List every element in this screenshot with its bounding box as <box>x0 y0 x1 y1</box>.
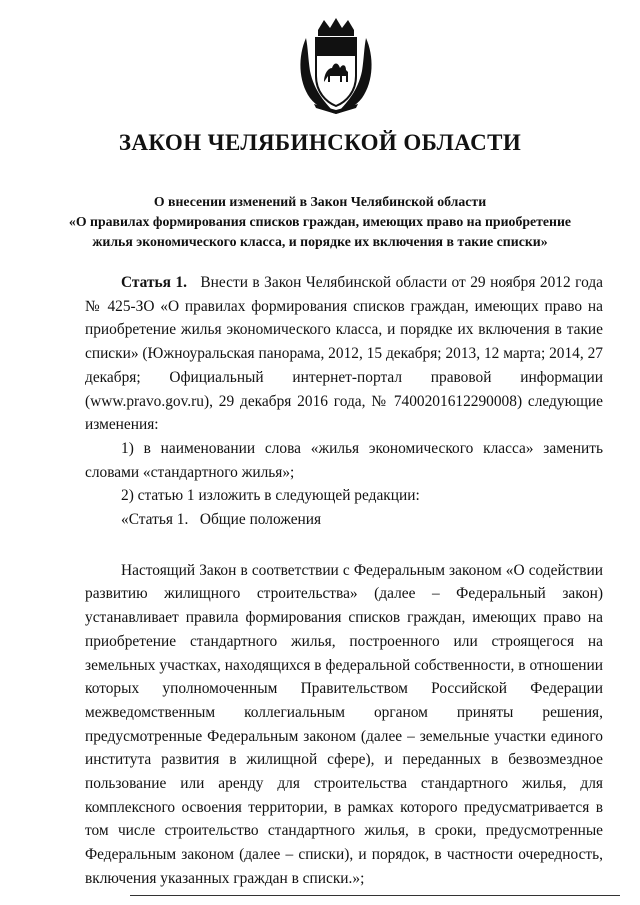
quoted-article-paragraph: Настоящий Закон в соответствии с Федеральным законом «О содействии развитию жилищного строительства» (далее – Федеральный закон) устанавливает правила формирования списков граждан, имеющих право на приобретение стандартного жилья, построенного или строящегося на земельных участках, находящихся в федеральной собственности, в отношении которых уполномоченным Правительством Российской Федерации межведомственным коллегиальным органом приняты решения, предусмотренные Федеральным законом (далее – земельные участки единого института развития в жилищной сфере), и переданных в безвозмездное пользование или аренду для строительства стандартного жилья, для комплексного освоения территории, в рамках которого предусматривается в том числе строительство стандартного жилья, в сроки, предусмотренные Федеральным законом (далее – списки), и порядок, в частности очередность, включения указанных граждан в списки.»; <box>85 561 603 887</box>
article-1-label: Статья 1. <box>121 274 187 291</box>
amendment-item-2: 2) статью 1 изложить в следующей редакции: <box>121 487 420 505</box>
subtitle-line-2: «О правилах формирования списков граждан, имеющих право на приобретение <box>68 214 572 229</box>
subtitle-line-1: О внесении изменений в Закон Челябинской области <box>153 194 487 209</box>
article-1-paragraph <box>85 271 603 437</box>
law-subtitle <box>60 192 580 252</box>
quoted-article-heading: «Статья 1. Общие положения <box>121 511 322 529</box>
coat-of-arms-emblem <box>296 16 376 116</box>
article-1-text: Внести в Закон Челябинской области от 29 ноября 2012 года № 425-ЗО «О правилах формирования списков граждан, имеющих право на приобретение жилья экономического класса, и порядке их включения в такие списки» (Южноуральская панорама, 2012, 15 декабря; 2013, 12 марта; 2014, 27 декабря; Официальный интернет-портал правовой информации (www.pravo.gov.ru), 29 декабря 2016 года, № 7400201612290008) следующие изменения: <box>85 274 603 434</box>
law-title: ЗАКОН ЧЕЛЯБИНСКОЙ ОБЛАСТИ <box>118 130 522 155</box>
amendment-item-1: 1) в наименовании слова «жилья экономического класса» заменить словами «стандартного жилья»; <box>85 439 603 481</box>
footer-divider <box>130 895 620 896</box>
document-body <box>85 271 603 891</box>
subtitle-line-3: жилья экономического класса, и порядке их включения в такие списки» <box>92 234 548 249</box>
